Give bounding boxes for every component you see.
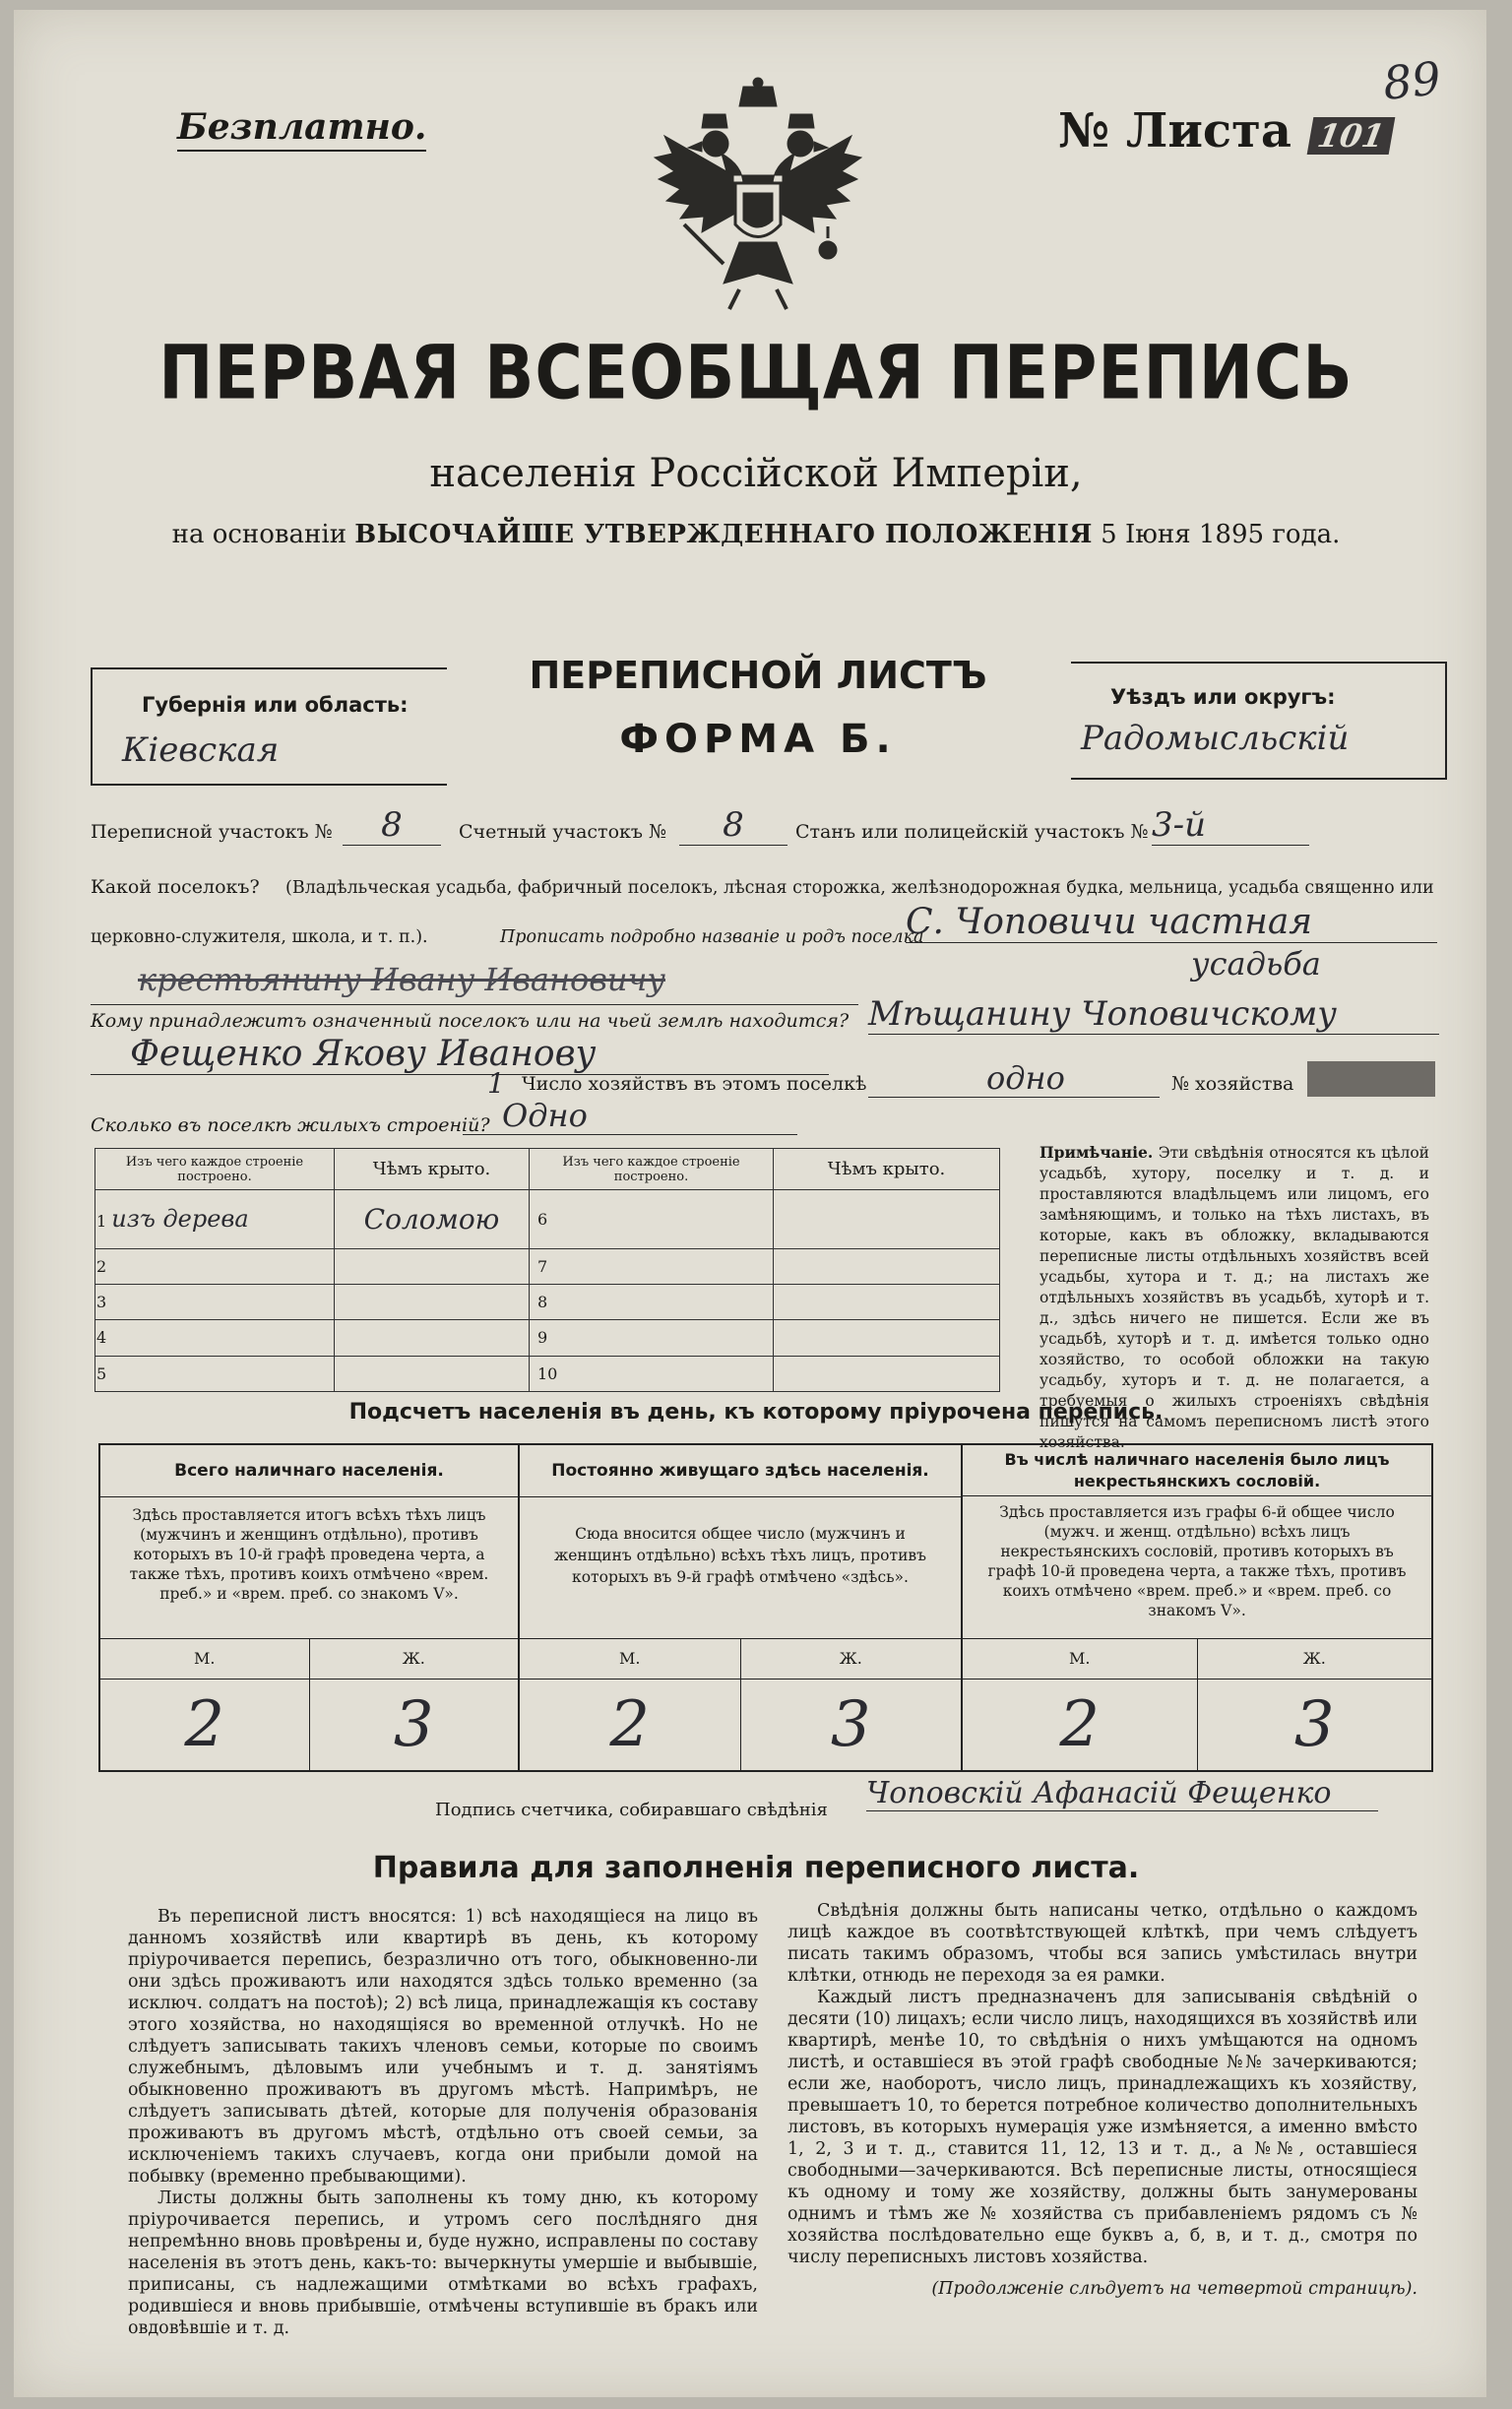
- census-title: ПЕРВАЯ ВСЕОБЩАЯ ПЕРЕПИСЬ: [158, 329, 1354, 416]
- census-area-field[interactable]: 8: [343, 805, 441, 846]
- row-number[interactable]: 5: [95, 1356, 335, 1391]
- column-title: Постоянно живущаго здѣсь населенія.: [520, 1445, 961, 1497]
- roof-cell[interactable]: [774, 1190, 1000, 1249]
- stan-label: Станъ или полицейскій участокъ №: [795, 821, 1149, 843]
- owner-field[interactable]: Мѣщанину Чоповичскому: [868, 994, 1439, 1035]
- female-count[interactable]: 3: [393, 1688, 434, 1761]
- rules-paragraph: Въ переписной листъ вносятся: 1) всѣ находящіеся на лицо въ данномъ хозяйствѣ или квартирѣ въ день, къ которому пріурочивается перепись, безразлично отъ того, обыкновенно-ли они здѣсь проживаютъ или находятся здѣсь только временно (за исключ. солдатъ на постоѣ); 2) всѣ лица, принадлежащія къ составу этого хозяйства, но находящіяся во временной отлучкѣ. Но не слѣдуетъ записывать такихъ членовъ семьи, которые по своимъ служебнымъ, дѣловымъ или учебнымъ и т. д. занятіямъ обыкновенно проживаютъ въ другомъ мѣстѣ. Напримѣръ, не слѣдуетъ записывать дѣтей, которые для полученія образованія проживаютъ въ другомъ мѣстѣ, отдѣльно отъ своей семьи, за исключеніемъ такихъ случаевъ, когда они прибыли домой на побывку (временно пребывающими).: [128, 1907, 758, 2187]
- rules-right-column: [788, 1900, 1418, 2300]
- row-number[interactable]: 7: [530, 1248, 774, 1284]
- female-header: Ж.: [839, 1649, 862, 1668]
- settlement-struck-entry: крестьянину Ивану Ивановичу: [138, 961, 665, 998]
- material-cell[interactable]: изъ дерева: [111, 1205, 249, 1234]
- settlement-field[interactable]: С. Чоповичи частная: [906, 902, 1437, 943]
- sheet-title: ПЕРЕПИСНОЙ ЛИСТЪ: [529, 654, 987, 697]
- roof-cell[interactable]: [335, 1284, 530, 1319]
- table-row: [95, 1284, 1000, 1319]
- rules-paragraph: Листы должны быть заполнены къ тому дню, къ которому пріурочивается перепись, и утромъ сего послѣдняго дня непремѣнно вновь провѣрены и, буде нужно, исправлены по составу населенія въ этотъ день, какъ-то: вычеркнуты умершіе и выбывшіе, приписаны, съ надлежащими отмѣтками во всѣхъ графахъ, родившіеся и вновь прибывшіе, отмѣчены вступившіе въ бракъ или овдовѣвшіе и т. д.: [128, 2188, 758, 2338]
- note-text: Эти свѣдѣнія относятся къ цѣлой усадьбѣ, хутору, поселку и т. д. и проставляются владѣльцемъ или лицомъ, его замѣняющимъ, и только на тѣхъ листахъ, въ которые, какъ въ обложку, вкладываются переписные листы отдѣльныхъ хозяйствъ всей усадьбы, хутора и т. д.; на листахъ же отдѣльныхъ хозяйствъ въ усадьбѣ, хуторѣ и т. д., здѣсь ничего не пишется. Если же въ усадьбѣ, хуторѣ и т. д. имѣется только одно хозяйство, то особой обложки на такую усадьбу, хуторъ и т. д. не полагается, а требуемыя о жилыхъ строеніяхъ свѣдѣнія пишутся на самомъ переписномъ листѣ этого хозяйства.: [1040, 1144, 1429, 1451]
- male-count[interactable]: 2: [963, 1680, 1198, 1770]
- sheet-number-label: № Листа: [1058, 103, 1292, 158]
- column-description: Здѣсь проставляется итогъ всѣхъ тѣхъ лицъ (мужчинъ и женщинъ отдѣльно), противъ которыхъ въ 10-й графѣ проведена черта, а также тѣхъ, противъ коихъ отмѣчено «врем. преб.» и «врем. преб. со знакомъ V».: [129, 1506, 489, 1603]
- stan-field[interactable]: 3-й: [1152, 805, 1309, 846]
- households-label: Число хозяйствъ въ этомъ поселкѣ: [522, 1073, 867, 1095]
- table-row: [95, 1248, 1000, 1284]
- roof-cell[interactable]: Соломою: [335, 1190, 530, 1249]
- buildings-col-roof: Чѣмъ крыто.: [335, 1149, 530, 1190]
- settlement-hint: (Владѣльческая усадьба, фабричный поселокъ, лѣсная сторожка, желѣзнодорожная будка, мельница, усадьба священно или: [285, 878, 1434, 898]
- settlement-field-2[interactable]: усадьба: [1191, 945, 1321, 983]
- households-count-field[interactable]: 1: [487, 1067, 505, 1100]
- row-number[interactable]: 8: [530, 1284, 774, 1319]
- gubernia-value[interactable]: Кіевская: [122, 730, 280, 770]
- owner-label: Кому принадлежитъ означенный поселокъ или на чьей землѣ находится?: [91, 1010, 850, 1032]
- uezd-label: Уѣздъ или округъ:: [1110, 685, 1336, 709]
- settlement-hint-2: церковно-служителя, школа, и т. п.).: [91, 927, 428, 947]
- owner-field-2[interactable]: Фещенко Якову Иванову: [91, 1034, 829, 1075]
- sheet-number-value: 101: [1306, 117, 1394, 155]
- male-header: М.: [100, 1639, 310, 1679]
- uezd-value[interactable]: Радомысльскій: [1081, 719, 1350, 758]
- male-header: М.: [520, 1639, 741, 1679]
- gubernia-label: Губернія или область:: [142, 693, 409, 717]
- column-description: Сюда вносится общее число (мужчинъ и женщинъ отдѣльно) всѣхъ тѣхъ лицъ, противъ которыхъ въ 9-й графѣ отмѣчено «здѣсь».: [553, 1525, 927, 1586]
- note-title: Примѣчаніе.: [1040, 1143, 1154, 1162]
- gubernia-box: [91, 667, 447, 786]
- rules-paragraph: Свѣдѣнія должны быть написаны четко, отдѣльно о каждомъ лицѣ каждое въ соотвѣтствующей клѣткѣ, при чемъ слѣдуетъ писать такимъ образомъ, чтобы вся запись умѣстилась внутри клѣтки, отнюдь не переходя за ея рамки.: [788, 1901, 1418, 1986]
- column-title: Всего наличнаго населенія.: [100, 1445, 518, 1497]
- buildings-label: Сколько въ поселкѣ жилыхъ строеній?: [91, 1114, 490, 1136]
- imperial-eagle-emblem: [645, 77, 871, 323]
- free-label: Безплатно.: [177, 106, 426, 152]
- buildings-col-roof-2: Чѣмъ крыто.: [774, 1149, 1000, 1190]
- roof-cell[interactable]: [335, 1356, 530, 1391]
- male-count[interactable]: 2: [520, 1680, 741, 1770]
- male-count[interactable]: 2: [100, 1680, 310, 1770]
- households-field[interactable]: одно: [868, 1059, 1160, 1098]
- roof-cell[interactable]: [774, 1320, 1000, 1356]
- household-number-field[interactable]: [1307, 1061, 1435, 1097]
- census-subtitle: населенія Россійской Имперіи,: [429, 451, 1083, 496]
- archive-page-number: 89: [1380, 51, 1444, 110]
- buildings-col-material: Изъ чего каждое строеніе построено.: [95, 1149, 335, 1190]
- row-number[interactable]: 9: [530, 1320, 774, 1356]
- signature-field[interactable]: Чоповскій Афанасій Фещенко: [866, 1776, 1378, 1811]
- column-title: Въ числѣ наличнаго населенія было лицъ некрестьянскихъ сословій.: [963, 1445, 1431, 1496]
- population-heading: Подсчетъ населенія въ день, къ которому пріурочена перепись.: [348, 1400, 1164, 1425]
- row-number[interactable]: 3: [95, 1284, 335, 1319]
- table-row: [95, 1190, 1000, 1249]
- household-number-label: № хозяйства: [1171, 1073, 1294, 1095]
- non-peasant-column: [963, 1445, 1431, 1770]
- female-count[interactable]: 3: [830, 1688, 871, 1761]
- roof-cell[interactable]: [335, 1320, 530, 1356]
- census-area-label: Переписной участокъ №: [91, 821, 333, 843]
- buildings-field[interactable]: Одно: [463, 1097, 797, 1135]
- female-header: Ж.: [402, 1649, 425, 1668]
- row-number[interactable]: 10: [530, 1356, 774, 1391]
- sheet-number: [1058, 103, 1392, 158]
- decree-basis-suffix: 5 Іюня 1895 года.: [1101, 520, 1341, 549]
- row-number[interactable]: 4: [95, 1320, 335, 1356]
- column-description: Здѣсь проставляется изъ графы 6-й общее число (мужч. и женщ. отдѣльно) всѣхъ лицъ некрестьянскихъ сословій, противъ которыхъ въ графѣ 10-й проведена черта, а также тѣхъ, противъ коихъ отмѣчено «врем. преб.» и «врем. преб. со знакомъ V».: [987, 1503, 1407, 1619]
- row-number: 1: [96, 1212, 107, 1232]
- roof-cell[interactable]: [774, 1284, 1000, 1319]
- form-label: ФОРМА Б.: [619, 717, 897, 762]
- table-row: [95, 1320, 1000, 1356]
- decree-basis-caps: ВЫСОЧАЙШЕ УТВЕРЖДЕННАГО ПОЛОЖЕНІЯ: [354, 520, 1093, 549]
- table-row: [95, 1356, 1000, 1391]
- buildings-col-material-2: Изъ чего каждое строеніе построено.: [530, 1149, 774, 1190]
- roof-cell[interactable]: [774, 1248, 1000, 1284]
- rules-continued-note: (Продолженіе слѣдуетъ на четвертой страницѣ).: [931, 2279, 1418, 2299]
- row-number[interactable]: 6: [530, 1190, 774, 1249]
- rules-paragraph: Каждый листъ предназначенъ для записыванія свѣдѣній о десяти (10) лицахъ; если число лицъ, находящихся въ хозяйствѣ или квартирѣ, менѣе 10, то свѣдѣнія о нихъ умѣщаются на одномъ листѣ, и оставшіеся въ этой графѣ свободные №№ зачеркиваются; если же, наоборотъ, число лицъ, принадлежащихъ къ хозяйству, превышаетъ 10, то берется потребное количество дополнительныхъ листовъ, въ которыхъ нумерація уже измѣняется, а именно вмѣсто 1, 2, 3 и т. д., ставится 11, 12, 13 и т. д., а №№, оставшіеся свободными—зачеркиваются. Всѣ переписные листы, относящіеся къ одному и тому же хозяйству, должны быть занумерованы однимъ и тѣмъ же № хозяйства съ прибавленіемъ рядомъ съ № хозяйства послѣдовательно еще буквъ а, б, в, и т. д., смотря по числу переписныхъ листовъ хозяйства.: [788, 1988, 1418, 2267]
- female-header: Ж.: [1302, 1649, 1326, 1668]
- count-area-field[interactable]: 8: [679, 805, 788, 846]
- decree-basis: [0, 520, 1512, 549]
- settlement-instruction: Прописать подробно названіе и родъ поселка: [500, 927, 924, 947]
- settlement-label: Какой поселокъ?: [91, 876, 260, 898]
- count-area-label: Счетный участокъ №: [459, 821, 666, 843]
- male-header: М.: [963, 1639, 1198, 1679]
- female-count[interactable]: 3: [1293, 1688, 1335, 1761]
- roof-cell[interactable]: [335, 1248, 530, 1284]
- rules-left-column: [128, 1906, 758, 2339]
- signature-label: Подпись счетчика, собиравшаго свѣдѣнія: [435, 1800, 828, 1820]
- uezd-box: [1071, 662, 1447, 780]
- total-population-column: [100, 1445, 520, 1770]
- row-number[interactable]: 2: [95, 1248, 335, 1284]
- resident-population-column: [520, 1445, 963, 1770]
- rules-heading: Правила для заполненія переписного листа.: [372, 1851, 1140, 1885]
- decree-basis-prefix: на основаніи: [171, 520, 347, 549]
- settlement-field-line-2: [91, 1004, 858, 1005]
- roof-cell[interactable]: [774, 1356, 1000, 1391]
- population-table: [98, 1443, 1433, 1772]
- buildings-table: [94, 1148, 1000, 1392]
